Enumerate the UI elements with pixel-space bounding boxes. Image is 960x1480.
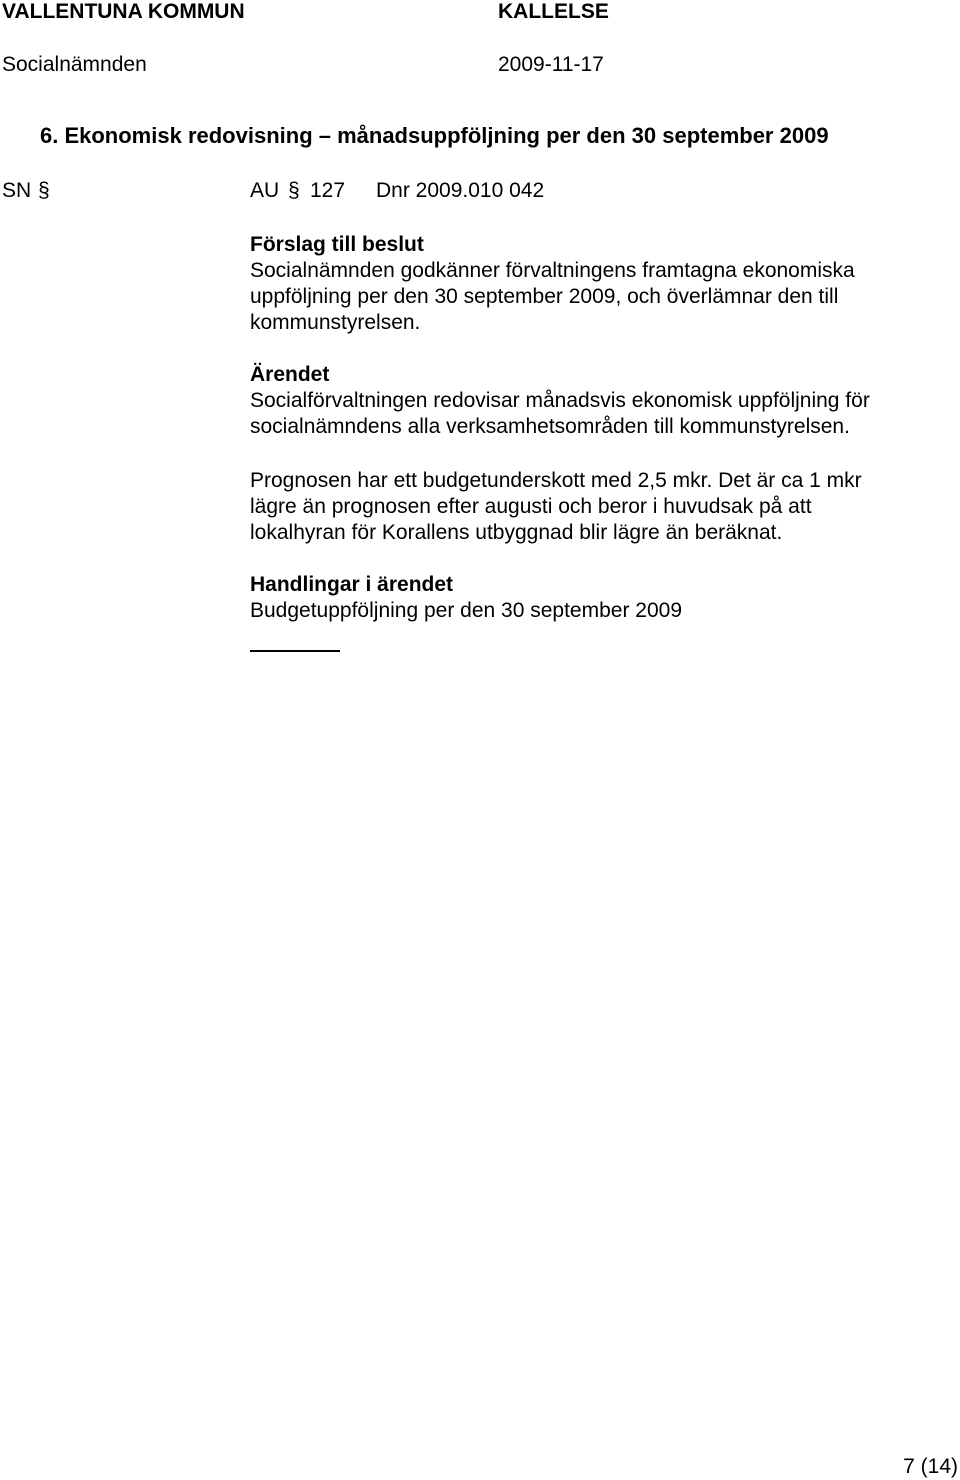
separator-rule [250, 650, 340, 652]
ref-sn: SN [2, 179, 32, 202]
matter-line: lokalhyran för Korallens utbyggnad blir lägre än beräknat. [250, 521, 783, 544]
org-name: VALLENTUNA KOMMUN [2, 0, 245, 23]
proposal-line: kommunstyrelsen. [250, 311, 421, 334]
matter-line: socialnämndens alla verksamhetsområden till kommunstyrelsen. [250, 415, 850, 438]
section-sign-2: § [288, 179, 300, 202]
proposal-line: Socialnämnden godkänner förvaltningens framtagna ekonomiska [250, 259, 855, 282]
matter-line: Socialförvaltningen redovisar månadsvis ekonomisk uppföljning för [250, 389, 870, 412]
item-title: 6. Ekonomisk redovisning – månadsuppföljning per den 30 september 2009 [40, 123, 829, 148]
matter-heading: Ärendet [250, 363, 330, 386]
matter-line: lägre än prognosen efter augusti och beror i huvudsak på att [250, 495, 812, 518]
ref-au-number: 127 [310, 179, 346, 202]
matter-section [250, 362, 940, 440]
documents-heading: Handlingar i ärendet [250, 573, 454, 596]
committee-name: Socialnämnden [2, 53, 147, 76]
document-date: 2009-11-17 [498, 53, 604, 76]
matter-paragraph-2 [250, 468, 940, 546]
documents-item: Budgetuppföljning per den 30 september 2009 [250, 599, 682, 622]
ref-dnr: Dnr 2009.010 042 [376, 179, 545, 202]
document-type: KALLELSE [498, 0, 609, 23]
proposal-section [250, 232, 940, 336]
documents-section [250, 572, 940, 624]
proposal-line: uppföljning per den 30 september 2009, och överlämnar den till [250, 285, 839, 308]
ref-au: AU [250, 179, 280, 202]
proposal-heading: Förslag till beslut [250, 233, 424, 256]
section-sign-1: § [38, 179, 50, 202]
matter-line: Prognosen har ett budgetunderskott med 2,5 mkr. Det är ca 1 mkr [250, 469, 862, 492]
page-number: 7 (14) [903, 1455, 958, 1478]
